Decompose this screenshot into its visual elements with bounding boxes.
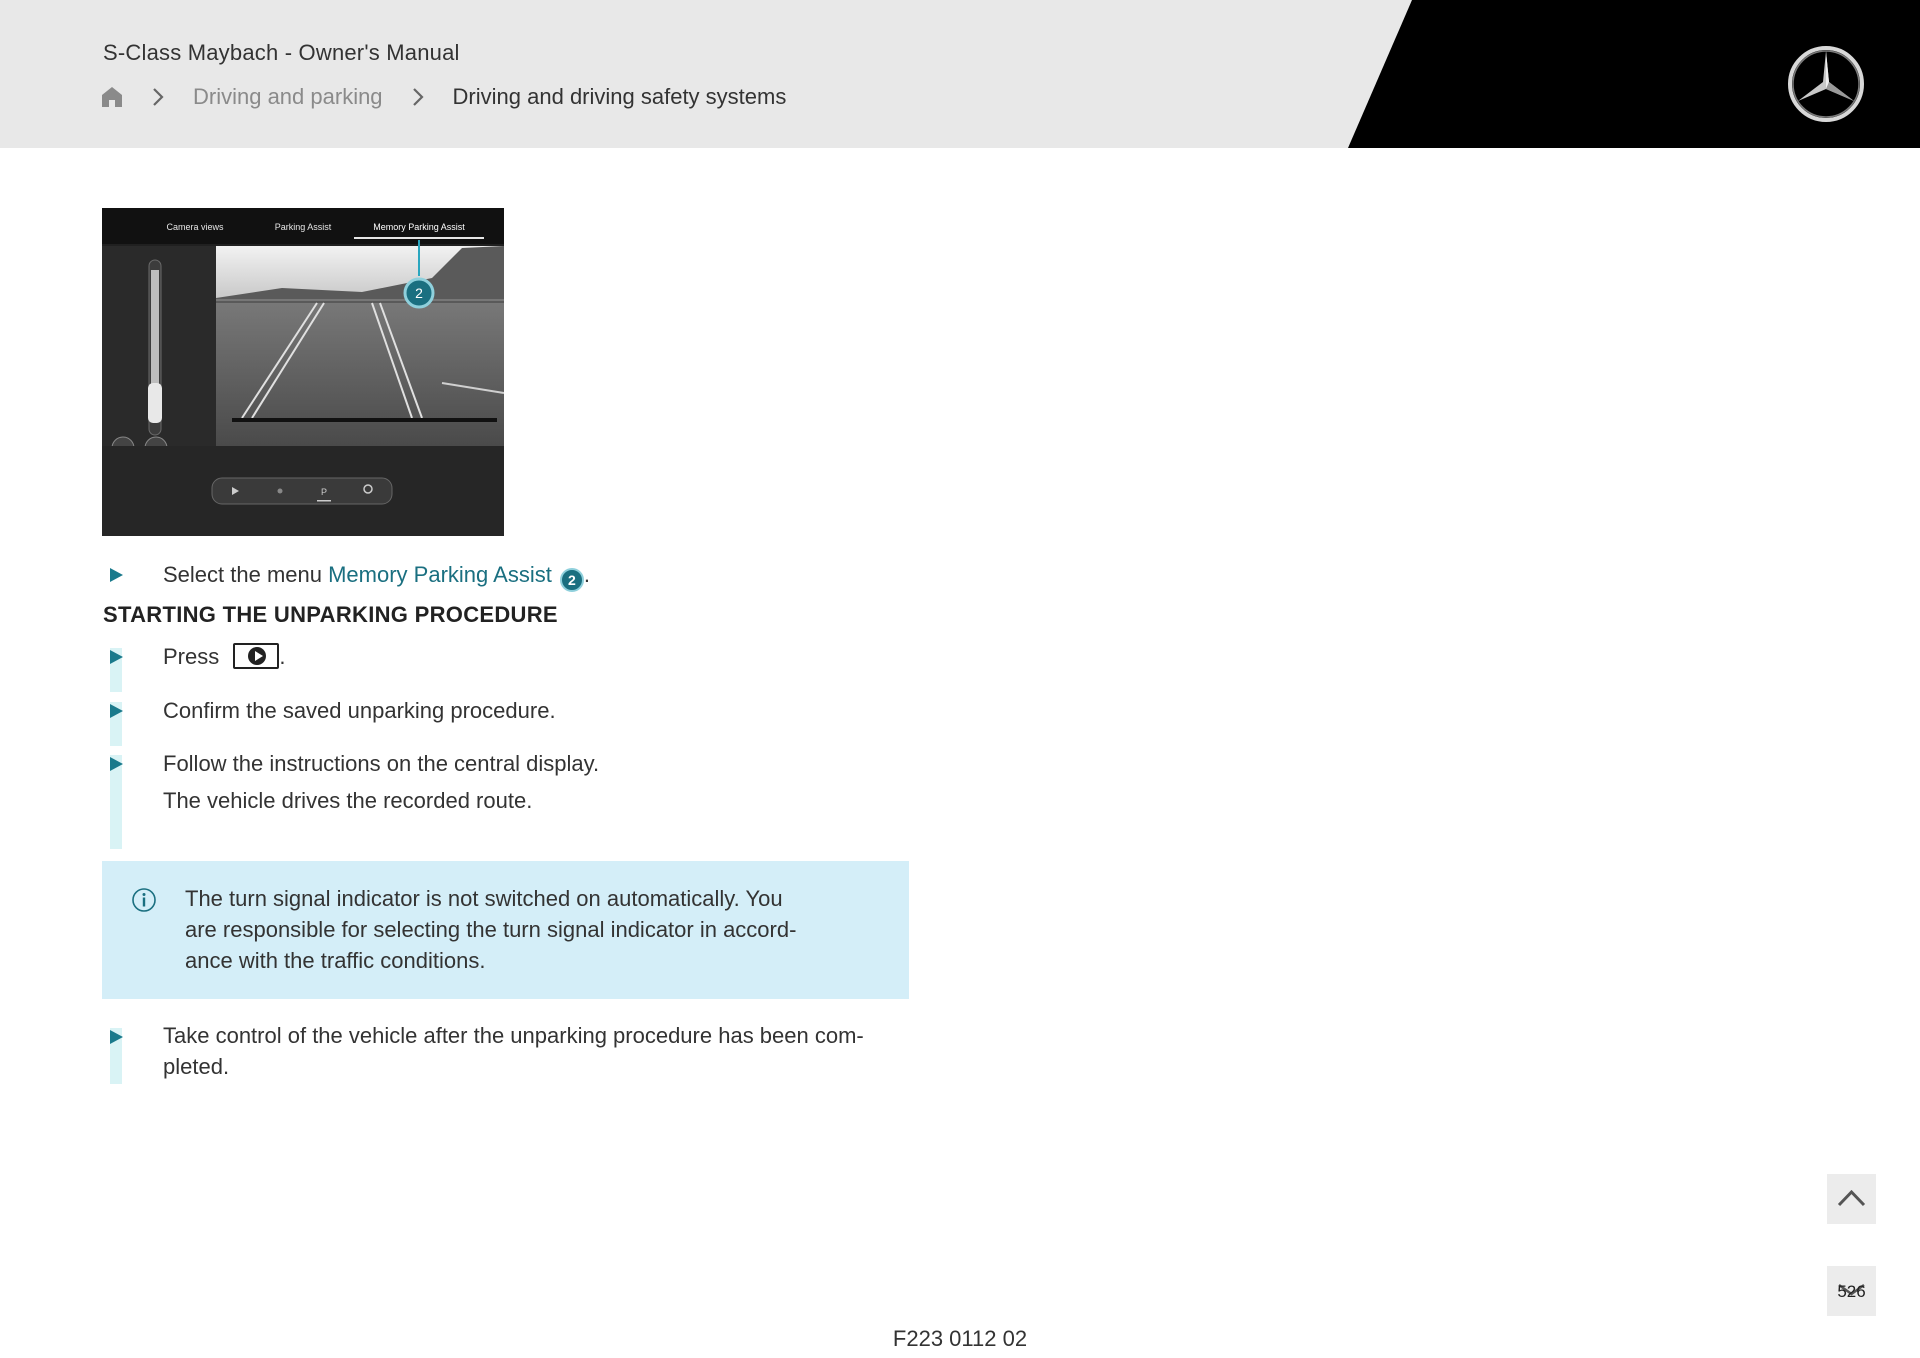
- breadcrumb-current-page: Driving and driving safety systems: [452, 84, 787, 109]
- step-text: Select the menu: [163, 562, 329, 587]
- step-arrow-icon: [110, 1030, 123, 1044]
- tab-camera-views: Camera views: [166, 222, 224, 232]
- memory-parking-assist-screenshot: [102, 208, 504, 536]
- scroll-up-button[interactable]: [1827, 1174, 1876, 1224]
- step-result-text: The vehicle drives the recorded route.: [163, 788, 533, 813]
- step-follow: [102, 745, 910, 819]
- memory-parking-assist-link[interactable]: Memory Parking Assist: [328, 562, 552, 587]
- control-bar-label: P: [320, 487, 328, 497]
- step-text: Follow the instructions on the central display.: [163, 751, 600, 776]
- step-select-menu: [102, 556, 910, 593]
- tab-parking-assist: Parking Assist: [274, 222, 332, 232]
- step-text: pleted.: [163, 1054, 230, 1079]
- play-button-icon: [233, 643, 279, 669]
- breadcrumb-driving-and-parking[interactable]: Driving and parking: [193, 84, 383, 109]
- step-text-suffix: .: [583, 562, 590, 587]
- info-line: are responsible for selecting the turn signal indicator in accord-: [185, 917, 797, 942]
- tab-memory-parking-assist: Memory Parking Assist: [373, 222, 465, 232]
- home-icon[interactable]: [101, 86, 123, 108]
- step-arrow-icon: [110, 568, 123, 582]
- callout-number: 2: [415, 285, 423, 301]
- footer-code: F223 0112 02: [892, 1326, 1028, 1351]
- chevron-right-icon: [149, 86, 167, 108]
- section-heading: STARTING THE UNPARKING PROCEDURE: [103, 602, 558, 627]
- info-line: ance with the traffic conditions.: [185, 948, 486, 973]
- info-text: [185, 883, 865, 976]
- callout-badge: 2: [560, 568, 584, 592]
- step-arrow-icon: [110, 704, 123, 718]
- central-display-image: [102, 208, 504, 536]
- step-take-control: [102, 1020, 910, 1082]
- page-header: [0, 0, 1920, 148]
- step-arrow-icon: [110, 650, 123, 664]
- info-line: The turn signal indicator is not switched on automatically. You: [185, 886, 783, 911]
- step-press: [102, 638, 910, 675]
- step-confirm: [102, 692, 910, 729]
- step-arrow-icon: [110, 757, 123, 771]
- step-text: Press: [163, 644, 226, 669]
- breadcrumb: [101, 82, 786, 112]
- mercedes-star-logo[interactable]: [1786, 44, 1866, 124]
- page-number: 526: [1837, 1282, 1866, 1301]
- chevron-right-icon: [409, 86, 427, 108]
- header-black-panel: [0, 0, 1920, 148]
- step-text: Confirm the saved unparking procedure.: [163, 698, 556, 723]
- chevron-up-icon: [1827, 1174, 1876, 1224]
- info-box: [102, 861, 909, 999]
- step-text-suffix: .: [279, 644, 286, 669]
- manual-title: S-Class Maybach - Owner's Manual: [103, 40, 460, 65]
- info-icon: [131, 887, 157, 913]
- step-text: Take control of the vehicle after the unparking procedure has been com-: [163, 1023, 864, 1048]
